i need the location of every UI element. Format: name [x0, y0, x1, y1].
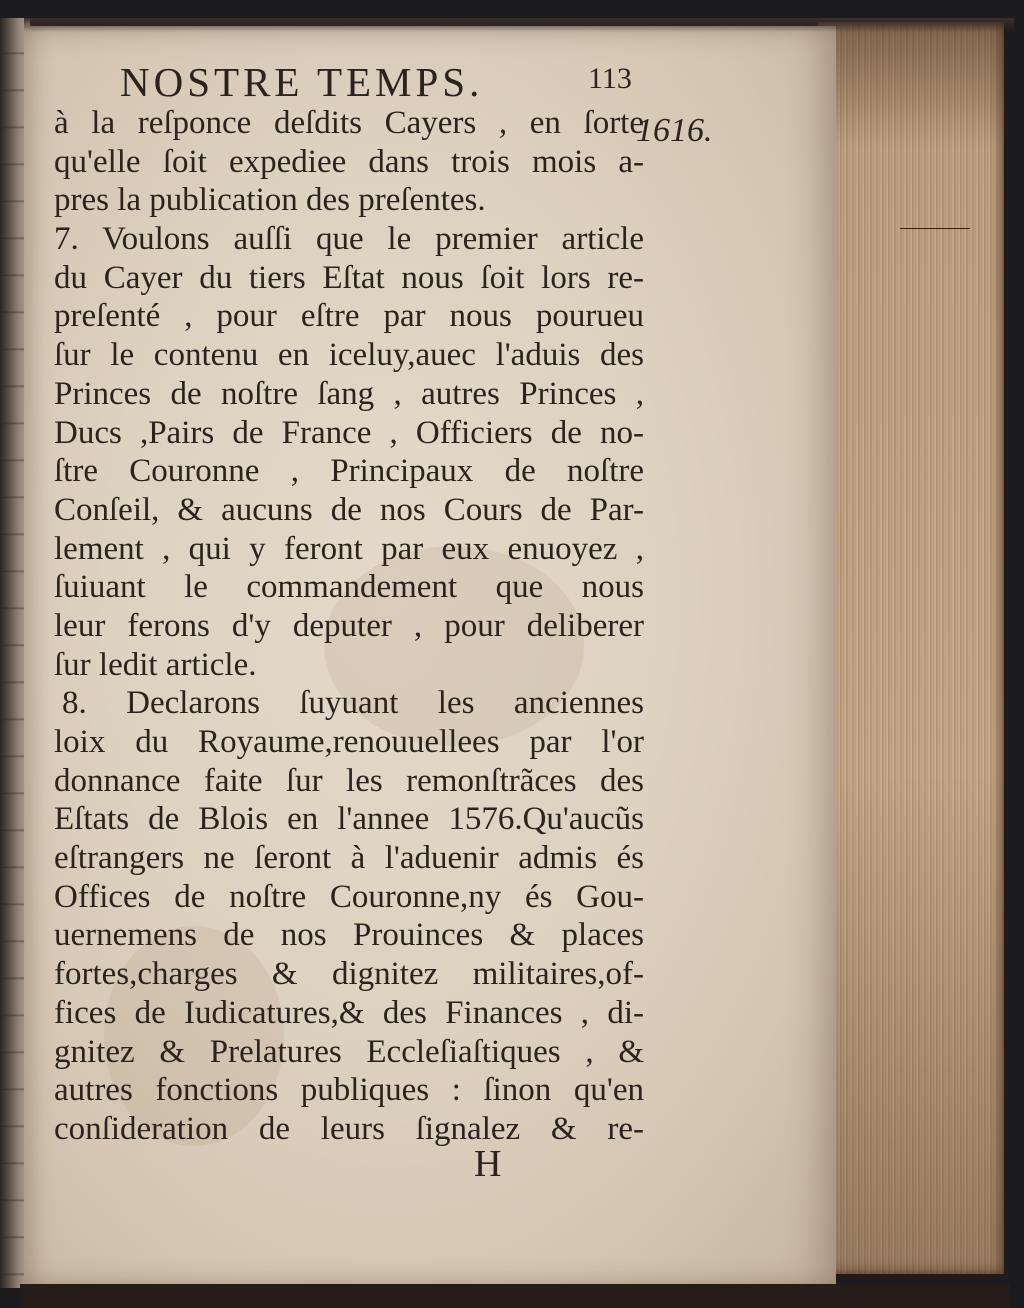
text-line: Ducs ,Pairs de France , Officiers de no-	[54, 414, 644, 451]
text-line: ſur ledit article.	[54, 646, 257, 683]
text-line: ſtre Couronne , Principaux de noſtre	[54, 453, 644, 490]
text-line: eſtrangers ne ſeront à l'aduenir admis és	[54, 840, 644, 877]
top-shadow	[24, 18, 1014, 32]
text-line: ſur le contenu en iceluy,auec l'aduis des	[54, 337, 644, 374]
margin-note-year: 1616.	[636, 112, 713, 149]
body-text	[54, 104, 644, 1149]
book-board-bottom	[20, 1284, 1010, 1308]
text-line: uernemens de nos Prouinces & places	[54, 917, 644, 954]
page-fore-edge	[818, 22, 1004, 1274]
running-head: NOSTRE TEMPS.	[120, 59, 484, 105]
text-line: preſenté , pour eſtre par nous pourueu	[54, 298, 644, 335]
text-line: lement , qui y feront par eux enuoyez ,	[54, 530, 644, 567]
text-line: gnitez & Prelatures Eccleſiaſtiques , &	[54, 1033, 644, 1070]
text-line: Princes de noſtre ſang , autres Princes ,	[54, 375, 644, 412]
text-line: pres la publication des preſentes.	[54, 182, 486, 219]
fore-edge-mark	[900, 228, 970, 229]
text-line: à la reſponce deſdits Cayers , en ſorte	[54, 105, 644, 141]
text-line: du Cayer du tiers Eſtat nous ſoit lors re-	[54, 259, 644, 296]
page-header	[112, 58, 632, 108]
text-line: Conſeil, & aucuns de nos Cours de Par-	[54, 491, 644, 528]
text-line: leur ferons d'y deputer , pour deliberer	[54, 607, 644, 644]
text-line: qu'elle ſoit expediee dans trois mois a-	[54, 143, 644, 180]
text-line: Eſtats de Blois en l'annee 1576.Qu'aucũs	[54, 801, 644, 838]
signature-mark: H	[474, 1143, 502, 1185]
text-line: autres fonctions publiques : ſinon qu'en	[54, 1072, 644, 1109]
text-line: 7. Voulons auſſi que le premier article	[54, 221, 644, 258]
text-line: conſideration de leurs ſignalez & re-	[54, 1110, 644, 1147]
text-line: 8. Declarons ſuyuant les anciennes	[62, 685, 644, 722]
text-line: ſuiuant le commandement que nous	[54, 569, 644, 606]
text-line: loix du Royaume,renouuellees par l'or	[54, 724, 644, 760]
text-line: fortes,charges & dignitez militaires,of-	[54, 956, 644, 993]
text-line: donnance faite ſur les remonſtrãces des	[54, 762, 644, 799]
text-line: Offices de noſtre Couronne,ny és Gou-	[54, 878, 644, 915]
text-line: fices de Iudicatures,& des Finances , di-	[54, 994, 644, 1031]
page-number: 113	[588, 62, 632, 95]
